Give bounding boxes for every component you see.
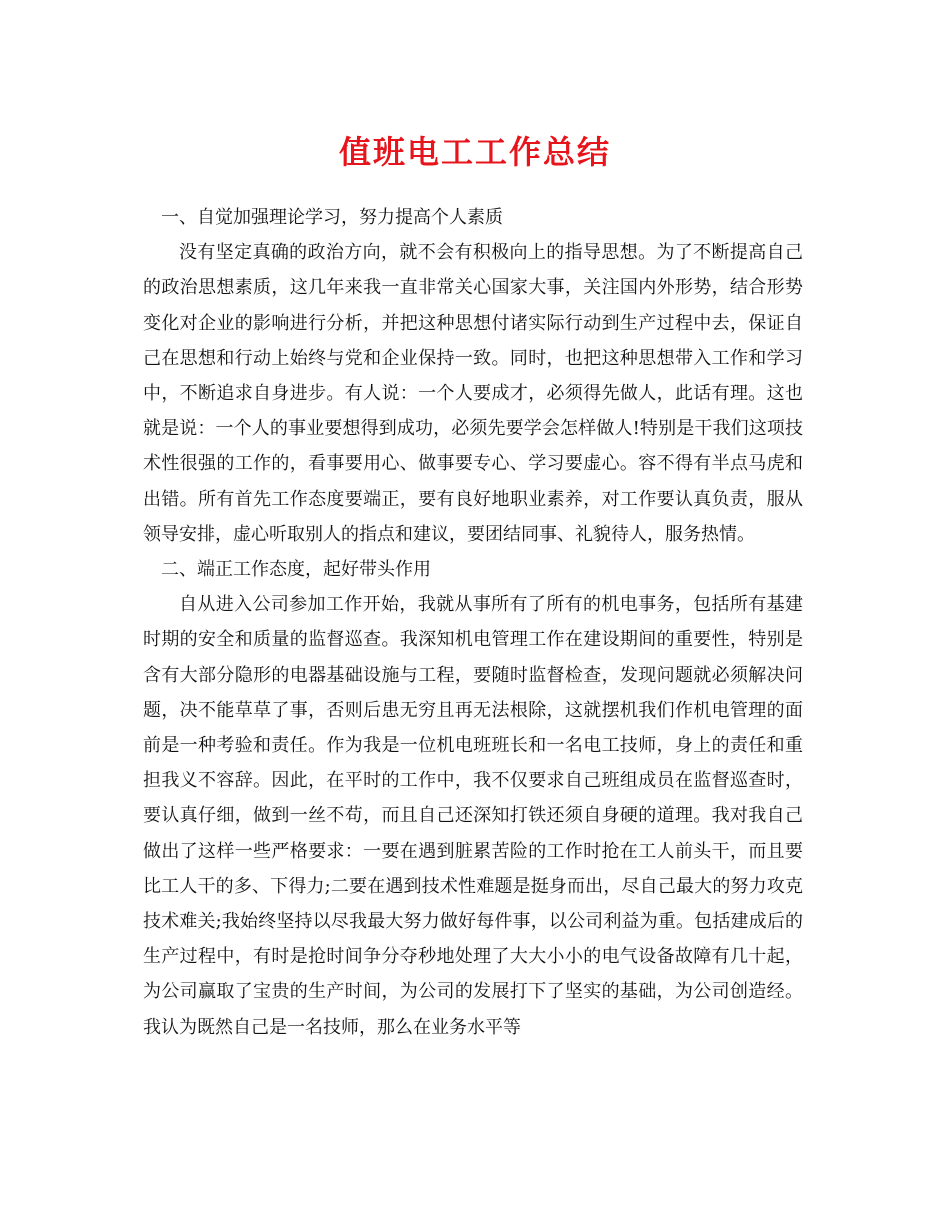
section-paragraph-2: 自从进入公司参加工作开始，我就从事所有了所有的机电事务，包括所有基建时期的安全和质量的监督巡查。我深知机电管理工作在建设期间的重要性，特别是含有大部分隐形的电器基础设施与工程，要随时监督检查，发现问题就必须解决问题，决不能草草了事，否则后患无穷且再无法根除，这就摆机我们作机电管理的面前是一种考验和责任。作为我是一位机电班班长和一名电工技师，身上的责任和重担我义不容辞。因此，在平时的工作中，我不仅要求自己班组成员在监督巡查时，要认真仔细，做到一丝不苟，而且自己还深知打铁还须自身硬的道理。我对我自己做出了这样一些严格要求：一要在遇到脏累苦险的工作时抢在工人前头干，而且要比工人干的多、下得力;二要在遇到技术性难题是挺身而出，尽自己最大的努力攻克技术难关;我始终坚持以尽我最大努力做好每件事，以公司利益为重。包括建成后的生产过程中，有时是抢时间争分夺秒地处理了大大小小的电气设备故障有几十起，为公司赢取了宝贵的生产时间，为公司的发展打下了坚实的基础，为公司创造经。我认为既然自己是一名技师，那么在业务水平等 [143,594,803,1038]
section-heading-1: 一、自觉加强理论学习，努力提高个人素质 [161,207,503,228]
document-title: 值班电工工作总结 [338,133,611,171]
section-heading-2: 二、端正工作态度，起好带头作用 [161,559,431,581]
document-body [143,200,803,1045]
section-paragraph-1: 没有坚定真确的政治方向，就不会有积极向上的指导思想。为了不断提高自己的政治思想素质，这几年来我一直非常关心国家大事，关注国内外形势，结合形势变化对企业的影响进行分析，并把这种思想付诸实际行动到生产过程中去，保证自己在思想和行动上始终与党和企业保持一致。同时，也把这种思想带入工作和学习中，不断追求自身进步。有人说：一个人要成才，必须得先做人，此话有理。这也就是说：一个人的事业要想得到成功，必须先要学会怎样做人!特别是干我们这项技术性很强的工作的，看事要用心、做事要专心、学习要虚心。容不得有半点马虎和出错。所有首先工作态度要端正，要有良好地职业素养，对工作要认真负责，服从领导安排，虚心听取别人的指点和建议，要团结同事、礼貌待人，服务热情。 [143,242,803,545]
